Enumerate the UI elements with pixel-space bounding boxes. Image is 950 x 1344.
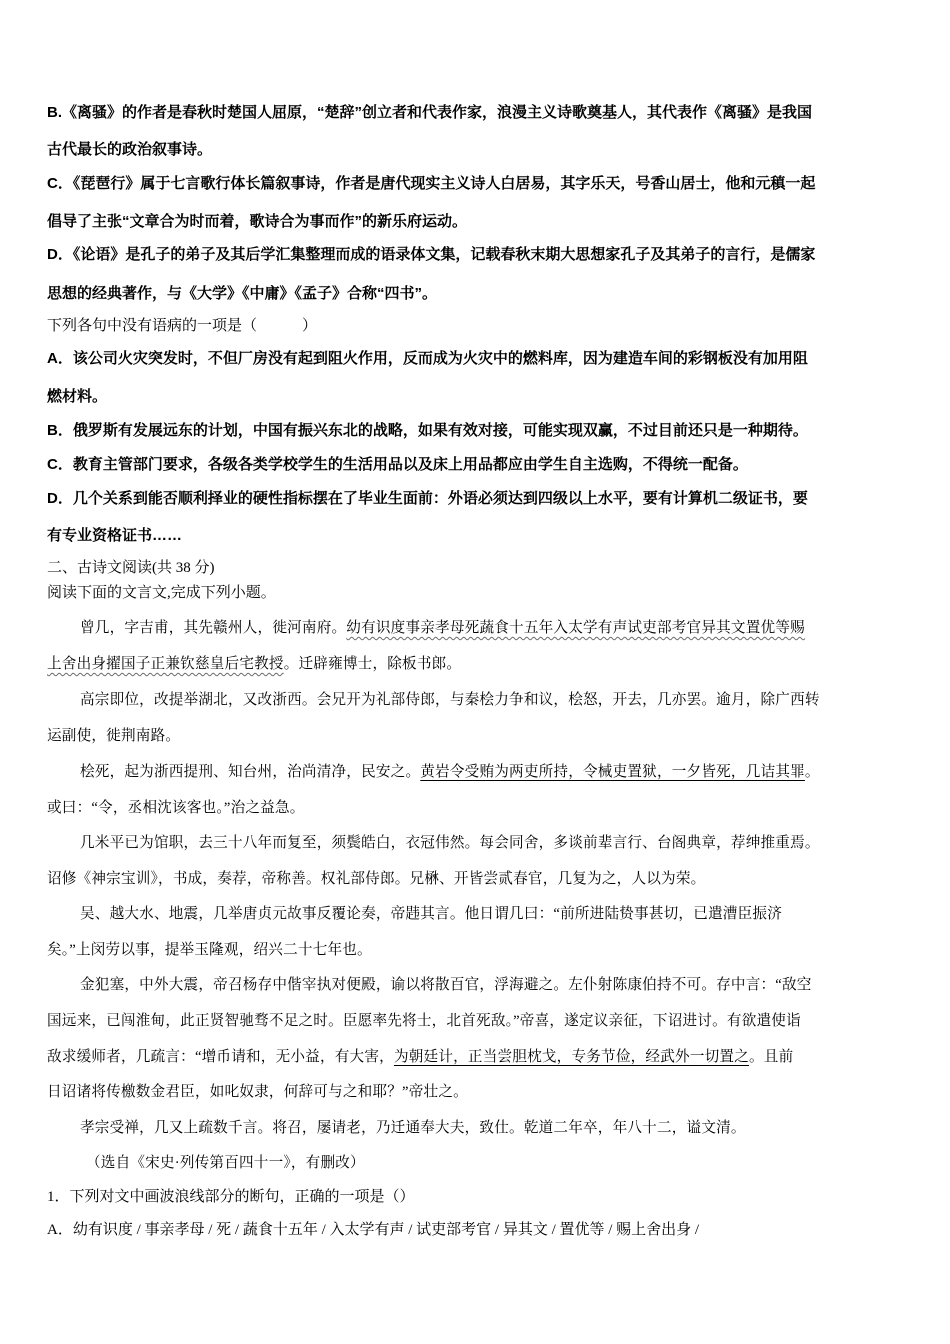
option-b-line1: B.《离骚》的作者是春秋时楚国人屈原，“楚辞”创立者和代表作家，浪漫主义诗歌奠基人，其代表作《离骚》是我国	[47, 104, 813, 121]
passage-p5-line1: 吴、越大水、地震，几举唐贞元故事反覆论奏，帝韪其言。他日谓几曰：“前所进陆贽事甚切，已遣漕臣振济	[80, 906, 782, 922]
passage-p3-line2: 或曰：“令，丞相沈该客也。”治之益急。	[47, 800, 305, 816]
option-b-line2: 古代最长的政治叙事诗。	[47, 141, 213, 158]
passage-text: 曾几，字吉甫，其先赣州人，徙河南府。	[80, 620, 347, 636]
question-1-option-a: A．幼有识度 / 事亲孝母 / 死 / 蔬食十五年 / 入太学有声 / 试吏部考官 / 异其文 / 置优等 / 赐上舍出身 /	[47, 1222, 700, 1238]
option-d-line1: D．《论语》是孔子的弟子及其后学汇集整理而成的语录体文集，记载春秋末期大思想家孔子及其弟子的言行，是儒家	[47, 246, 816, 263]
section-intro: 阅读下面的文言文,完成下列小题。	[47, 585, 276, 601]
grammar-option-a-line2: 燃材料。	[47, 388, 108, 405]
passage-p6-line2: 国远来，已闯淮甸，此正贤智驰骛不足之时。臣愿率先将士，北首死敌。”帝喜，遂定议亲征，下诏进讨。有欲遣使诣	[47, 1013, 801, 1029]
passage-p2-line1: 高宗即位，改提举湖北，又改浙西。会兄开为礼部侍郎，与秦桧力争和议，桧怒，开去，几亦罢。逾月，除广西转	[80, 692, 820, 708]
section-heading: 二、古诗文阅读(共 38 分)	[47, 560, 215, 576]
wavy-underlined-text: 幼有识度事亲孝母死蔬食十五年入太学有声试吏部考官异其文置优等赐	[346, 620, 805, 636]
question-1-stem: 1．下列对文中画波浪线部分的断句，正确的一项是（）	[47, 1189, 415, 1205]
passage-text: 。迁辟雍博士，除板书郎。	[283, 656, 462, 672]
passage-p1-line2	[47, 652, 461, 673]
passage-source: （选自《宋史·列传第百四十一》，有删改）	[86, 1155, 365, 1171]
wavy-underlined-text: 上舍出身擢国子正兼钦慈皇后宅教授	[47, 656, 284, 672]
underlined-sentence: 黄岩令受贿为两吏所持，令械吏置狱，一夕皆死，几诘其罪	[420, 764, 805, 780]
passage-p4-line2: 诏修《神宗宝训》，书成，奏荐，帝称善。权礼部侍郎。兄楙、开皆尝贰春官，几复为之，人以为荣。	[47, 871, 706, 887]
passage-p1-line1	[80, 616, 805, 637]
passage-p5-line2: 矣。”上闵劳以事，提举玉隆观，绍兴二十七年也。	[47, 942, 372, 958]
passage-text: 。且前	[749, 1049, 794, 1065]
passage-text: 敌求缓师者，几疏言：“增币请和，无小益，有大害，	[47, 1049, 394, 1065]
option-c-line1: C．《琵琶行》属于七言歌行体长篇叙事诗，作者是唐代现实主义诗人白居易，其字乐天，号香山居士，他和元稹一起	[47, 175, 816, 192]
option-d-line2: 思想的经典著作，与《大学》《中庸》《孟子》合称“四书”。	[47, 285, 438, 302]
passage-p2-line2: 运副使，徙荆南路。	[47, 728, 181, 744]
option-c-line2: 倡导了主张“文章合为时而着，歌诗合为事而作”的新乐府运动。	[47, 213, 468, 230]
underlined-sentence: 为朝廷计，正当尝胆枕戈，专务节俭，经武外一切置之	[393, 1049, 749, 1065]
passage-p6-line1: 金犯塞，中外大震，帝召杨存中偕宰执对便殿，谕以将散百官，浮海避之。左仆射陈康伯持不可。存中言：“敌空	[80, 977, 812, 993]
passage-text: 桧死，起为浙西提刑、知台州，治尚清净，民安之。	[80, 764, 421, 780]
grammar-option-d-line2: 有专业资格证书……	[47, 527, 183, 544]
passage-text: 。	[804, 764, 820, 780]
passage-p3-line1	[80, 760, 820, 781]
passage-p4-line1: 几米平已为馆职，去三十八年而复至，须鬓皓白，衣冠伟然。每会同舍，多谈前辈言行、台阁典章，荐绅推重焉。	[80, 835, 820, 851]
grammar-option-a-line1: A．该公司火灾突发时，不但厂房没有起到阻火作用，反而成为火灾中的燃料库，因为建造车间的彩钢板没有加用阻	[47, 350, 808, 367]
passage-p6-line3	[47, 1045, 793, 1066]
passage-p6-line4: 日诏诸将传檄数金君臣，如叱奴隶，何辞可与之和耶？”帝壮之。	[47, 1084, 468, 1100]
passage-p7: 孝宗受禅，几又上疏数千言。将召，屡请老，乃迁通奉大夫，致仕。乾道二年卒，年八十二，谥文清。	[80, 1120, 746, 1136]
grammar-question-stem: 下列各句中没有语病的一项是（ ）	[47, 318, 318, 334]
grammar-option-c: C．教育主管部门要求，各级各类学校学生的生活用品以及床上用品都应由学生自主选购，不得统一配备。	[47, 456, 748, 473]
grammar-option-b: B．俄罗斯有发展远东的计划，中国有振兴东北的战略，如果有效对接，可能实现双赢，不过目前还只是一种期待。	[47, 422, 808, 439]
grammar-option-d-line1: D．几个关系到能否顺利择业的硬性指标摆在了毕业生面前：外语必须达到四级以上水平，要有计算机二级证书，要	[47, 490, 808, 507]
